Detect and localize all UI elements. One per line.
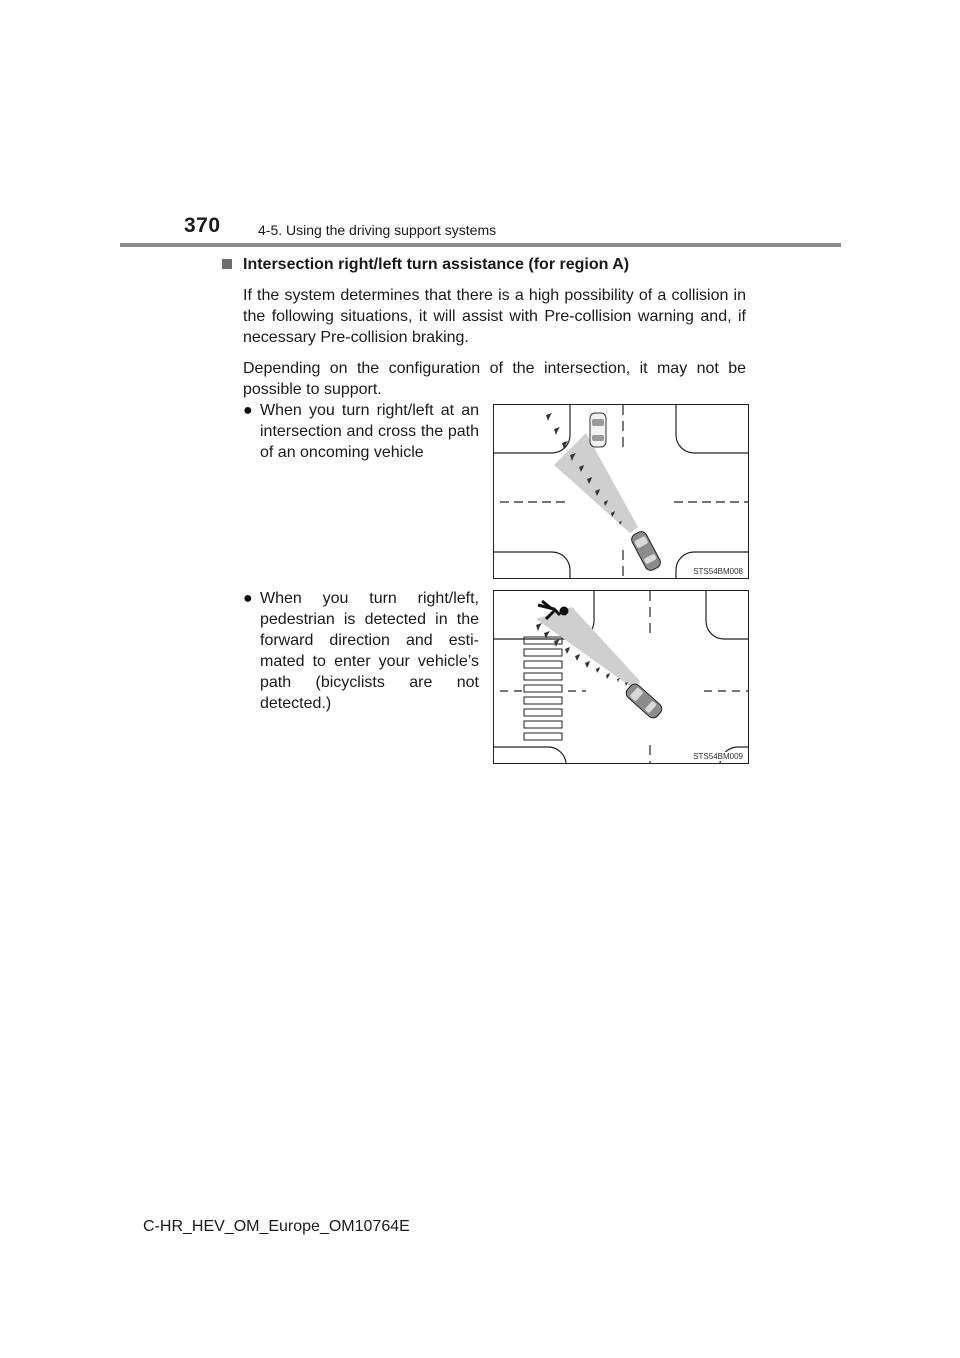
own-car-icon — [624, 682, 664, 721]
intersection-pedestrian-diagram — [494, 591, 748, 763]
bullet-oncoming-vehicle — [243, 400, 479, 463]
section-header-title: 4-5. Using the driving support systems — [258, 222, 497, 238]
page-number: 370 — [184, 214, 221, 237]
figure-pedestrian — [493, 590, 749, 764]
square-bullet-icon — [222, 259, 232, 269]
own-car-icon — [630, 530, 663, 573]
round-bullet-icon: ● — [243, 402, 253, 419]
bullet-pedestrian — [243, 588, 479, 714]
figure-code: STS54BM008 — [693, 567, 743, 576]
document-id: C-HR_HEV_OM_Europe_OM10764E — [143, 1218, 410, 1235]
oncoming-car-icon — [590, 413, 606, 447]
bullet-text: When you turn right/left, pedestrian is detected in the forward direction and esti-mated to enter your vehicle’s path (bicyclists are not detected.) — [260, 590, 479, 712]
bullet-text: When you turn right/left at an intersection and cross the path of an oncoming vehicle — [260, 402, 479, 461]
intersection-oncoming-diagram — [494, 405, 748, 578]
turn-assist-section — [222, 254, 746, 410]
figure-oncoming-vehicle — [493, 404, 749, 579]
paragraph-configuration: Depending on the configuration of the intersection, it may not be possible to support. — [243, 360, 746, 398]
header-divider — [120, 243, 841, 247]
section-heading-text: Intersection right/left turn assistance (for region A) — [243, 256, 630, 273]
section-heading — [222, 254, 746, 275]
round-bullet-icon: ● — [243, 590, 253, 607]
paragraph-warning: If the system determines that there is a high possibility of a collision in the following situations, it will assist with Pre-collision warning and, if necessary Pre-collision braking. — [243, 287, 746, 346]
crosswalk — [524, 637, 562, 740]
figure-code: STS54BM009 — [693, 752, 743, 761]
